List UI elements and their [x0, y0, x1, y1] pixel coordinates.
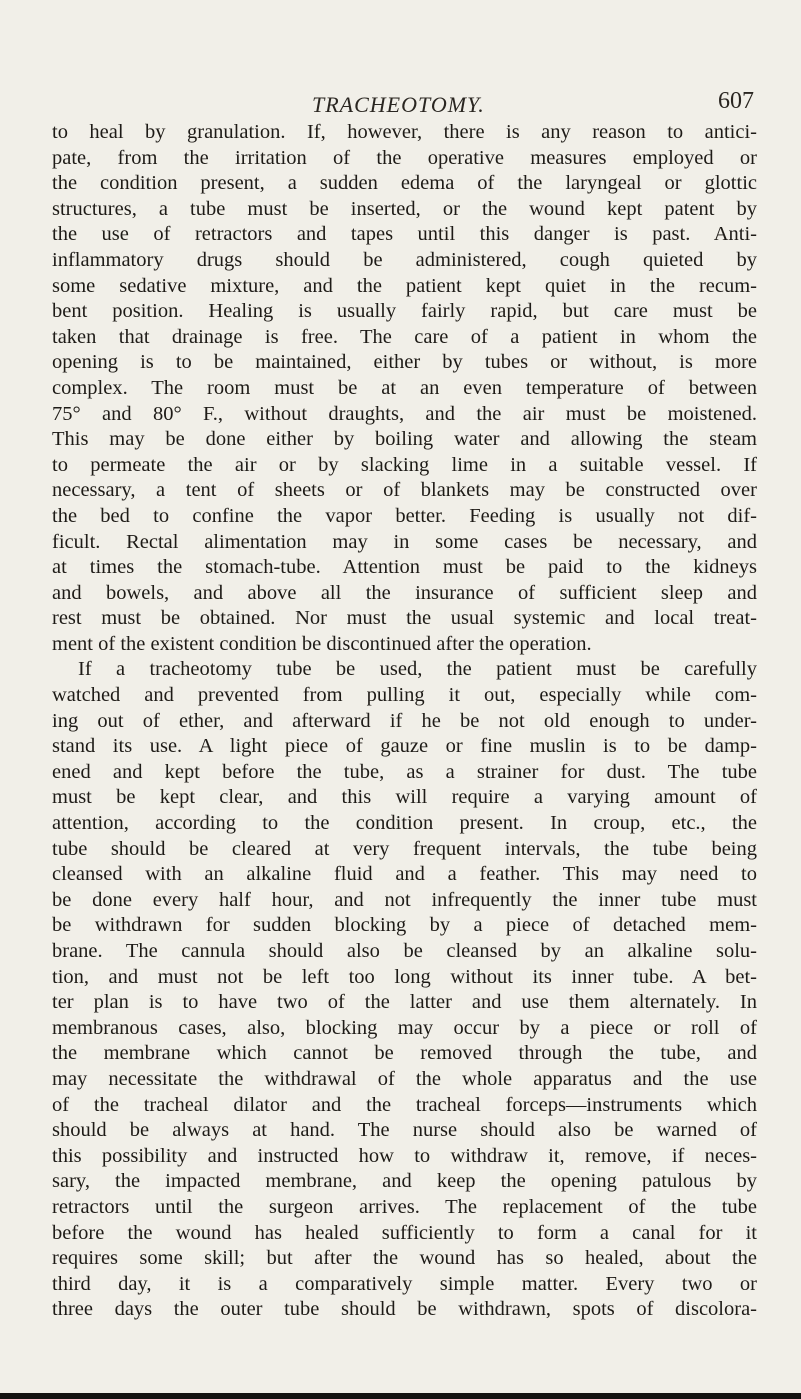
text-line: the condition present, a sudden edema of the laryngeal or glottic [52, 172, 757, 195]
text-line: taken that drainage is free. The care of a patient in whom the [52, 325, 757, 348]
text-line: cleansed with an alkaline fluid and a feather. This may need to [52, 863, 757, 886]
text-line: the bed to confine the vapor better. Feeding is usually not dif- [52, 504, 757, 527]
text-line: ficult. Rectal alimentation may in some cases be necessary, and [52, 530, 757, 553]
running-head: TRACHEOTOMY. [312, 92, 485, 117]
text-line: may necessitate the withdrawal of the whole apparatus and the use [52, 1067, 757, 1090]
page-number: 607 [718, 88, 754, 114]
text-line: tion, and must not be left too long without its inner tube. A bet- [52, 965, 757, 988]
text-line: must be kept clear, and this will require a varying amount of [52, 786, 757, 809]
paragraph-first-line: If a tracheotomy tube be used, the patient must be carefully [78, 658, 757, 681]
text-line: of the tracheal dilator and the tracheal forceps—instruments which [52, 1093, 757, 1116]
text-line: attention, according to the condition present. In croup, etc., the [52, 812, 757, 835]
body-text [52, 120, 757, 1323]
text-line: some sedative mixture, and the patient kept quiet in the recum- [52, 274, 757, 297]
text-line: to permeate the air or by slacking lime in a suitable vessel. If [52, 453, 757, 476]
text-line: tube should be cleared at very frequent intervals, the tube being [52, 837, 757, 860]
text-line: the membrane which cannot be removed through the tube, and [52, 1042, 757, 1065]
text-line: 75° and 80° F., without draughts, and the air must be moistened. [52, 402, 757, 425]
text-line: brane. The cannula should also be cleansed by an alkaline solu- [52, 940, 757, 962]
text-line: be withdrawn for sudden blocking by a piece of detached mem- [52, 914, 757, 937]
text-line: stand its use. A light piece of gauze or fine muslin is to be damp- [52, 735, 757, 758]
text-line: the use of retractors and tapes until this danger is past. Anti- [52, 223, 757, 246]
text-line: watched and prevented from pulling it out, especially while com- [52, 684, 757, 707]
text-line: inflammatory drugs should be administered, cough quieted by [52, 248, 757, 271]
text-line: bent position. Healing is usually fairly rapid, but care must be [52, 300, 757, 323]
text-line: rest must be obtained. Nor must the usual systemic and local treat- [52, 607, 757, 630]
text-line: opening is to be maintained, either by tubes or without, is more [52, 351, 757, 374]
text-line: retractors until the surgeon arrives. The replacement of the tube [52, 1195, 757, 1218]
text-line: pate, from the irritation of the operative measures employed or [52, 146, 757, 169]
text-line: ment of the existent condition be discontinued after the operation. [52, 632, 592, 655]
text-line: ened and kept before the tube, as a strainer for dust. The tube [52, 760, 757, 783]
text-line: This may be done either by boiling water and allowing the steam [52, 428, 757, 451]
text-line: should be always at hand. The nurse should also be warned of [52, 1119, 757, 1142]
text-line: three days the outer tube should be withdrawn, spots of discolora- [52, 1298, 757, 1321]
text-line: at times the stomach-tube. Attention must be paid to the kidneys [52, 556, 757, 579]
scan-edge-bar [0, 1393, 801, 1399]
text-line: structures, a tube must be inserted, or the wound kept patent by [52, 197, 757, 220]
text-line: sary, the impacted membrane, and keep the opening patulous by [52, 1170, 757, 1193]
text-line: necessary, a tent of sheets or of blankets may be constructed over [52, 479, 757, 502]
text-line: before the wound has healed sufficiently to form a canal for it [52, 1221, 757, 1244]
text-line: to heal by granulation. If, however, there is any reason to antici- [52, 121, 757, 143]
text-line: and bowels, and above all the insurance of sufficient sleep and [52, 581, 757, 604]
text-line: ter plan is to have two of the latter and use them alternately. In [52, 991, 757, 1014]
text-line: ing out of ether, and afterward if he be not old enough to under- [52, 709, 757, 732]
text-line: complex. The room must be at an even temperature of between [52, 376, 757, 399]
text-line: membranous cases, also, blocking may occur by a piece or roll of [52, 1016, 757, 1039]
text-line: this possibility and instructed how to withdraw it, remove, if neces- [52, 1144, 757, 1167]
text-line: be done every half hour, and not infrequently the inner tube must [52, 888, 757, 911]
text-line: third day, it is a comparatively simple matter. Every two or [52, 1272, 757, 1295]
text-line: requires some skill; but after the wound has so healed, about the [52, 1247, 757, 1270]
